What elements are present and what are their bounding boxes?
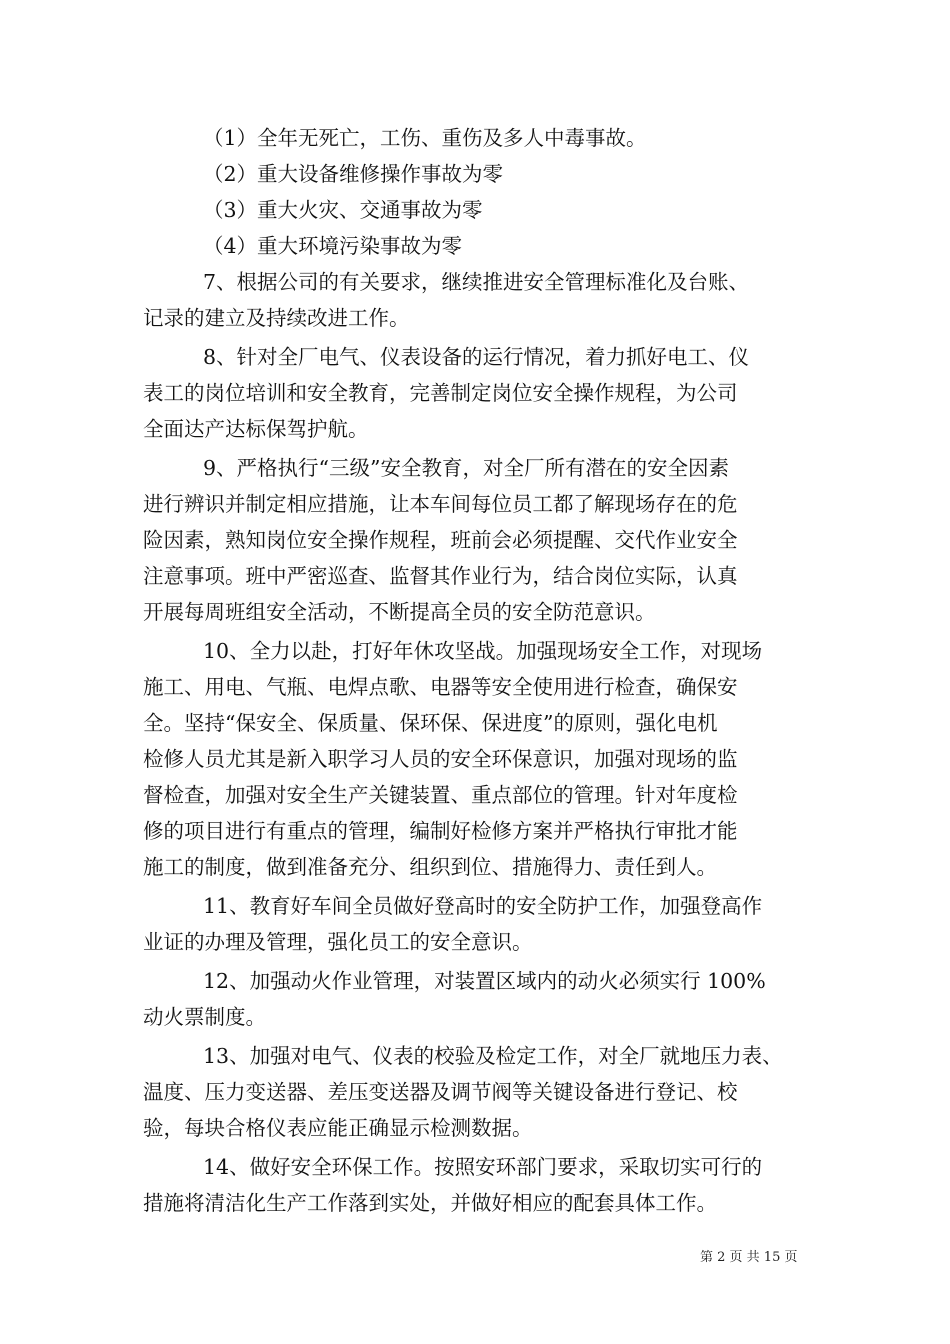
paragraph-10-line-1: 10、全力以赴，打好年休攻坚战。加强现场安全工作，对现场	[203, 639, 763, 663]
paragraph-13-line-1: 13、加强对电气、仪表的校验及检定工作，对全厂就地压力表、	[203, 1044, 783, 1068]
paragraph-12-line-2: 动火票制度。	[143, 1005, 266, 1029]
paragraph-10-line-6: 修的项目进行有重点的管理，编制好检修方案并严格执行审批才能	[143, 819, 738, 843]
paragraph-10-line-3: 全。坚持“保安全、保质量、保环保、保进度”的原则，强化电机	[143, 711, 718, 735]
paragraph-8-line-3: 全面达产达标保驾护航。	[143, 417, 369, 441]
paragraph-13-line-3: 验，每块合格仪表应能正确显示检测数据。	[143, 1116, 533, 1140]
paragraph-10-line-7: 施工的制度，做到准备充分、组织到位、措施得力、责任到人。	[143, 855, 717, 879]
paragraph-13-line-2: 温度、压力变送器、差压变送器及调节阀等关键设备进行登记、校	[143, 1080, 738, 1104]
paragraph-10-line-2: 施工、用电、气瓶、电焊点歌、电器等安全使用进行检查，确保安	[143, 675, 738, 699]
paragraph-10-line-5: 督检查，加强对安全生产关键装置、重点部位的管理。针对年度检	[143, 783, 738, 807]
sub-item-2: （2）重大设备维修操作事故为零	[203, 162, 504, 186]
paragraph-12-line-1: 12、加强动火作业管理，对装置区域内的动火必须实行 100%	[203, 969, 766, 993]
paragraph-14-line-1: 14、做好安全环保工作。按照安环部门要求，采取切实可行的	[203, 1155, 763, 1179]
paragraph-8-line-2: 表工的岗位培训和安全教育，完善制定岗位安全操作规程，为公司	[143, 381, 738, 405]
paragraph-8-line-1: 8、针对全厂电气、仪表设备的运行情况，着力抓好电工、仪	[203, 345, 750, 369]
paragraph-10-line-4: 检修人员尤其是新入职学习人员的安全环保意识，加强对现场的监	[143, 747, 738, 771]
sub-item-3: （3）重大火灾、交通事故为零	[203, 198, 483, 222]
paragraph-9-line-3: 险因素，熟知岗位安全操作规程，班前会必须提醒、交代作业安全	[143, 528, 738, 552]
paragraph-11-line-1: 11、教育好车间全员做好登高时的安全防护工作，加强登高作	[203, 894, 763, 918]
paragraph-7-line-2: 记录的建立及持续改进工作。	[143, 306, 410, 330]
paragraph-7-line-1: 7、根据公司的有关要求，继续推进安全管理标准化及台账、	[203, 270, 750, 294]
paragraph-9-line-4: 注意事项。班中严密巡查、监督其作业行为，结合岗位实际，认真	[143, 564, 738, 588]
paragraph-9-line-5: 开展每周班组安全活动，不断提高全员的安全防范意识。	[143, 600, 656, 624]
paragraph-11-line-2: 业证的办理及管理，强化员工的安全意识。	[143, 930, 533, 954]
paragraph-14-line-2: 措施将清洁化生产工作落到实处，并做好相应的配套具体工作。	[143, 1191, 717, 1215]
paragraph-9-line-2: 进行辨识并制定相应措施，让本车间每位员工都了解现场存在的危	[143, 492, 738, 516]
sub-item-4: （4）重大环境污染事故为零	[203, 234, 463, 258]
sub-item-1: （1）全年无死亡，工伤、重伤及多人中毒事故。	[203, 126, 647, 150]
paragraph-9-line-1: 9、严格执行“三级”安全教育，对全厂所有潜在的安全因素	[203, 456, 730, 480]
page-number-footer: 第 2 页 共 15 页	[700, 1250, 798, 1265]
